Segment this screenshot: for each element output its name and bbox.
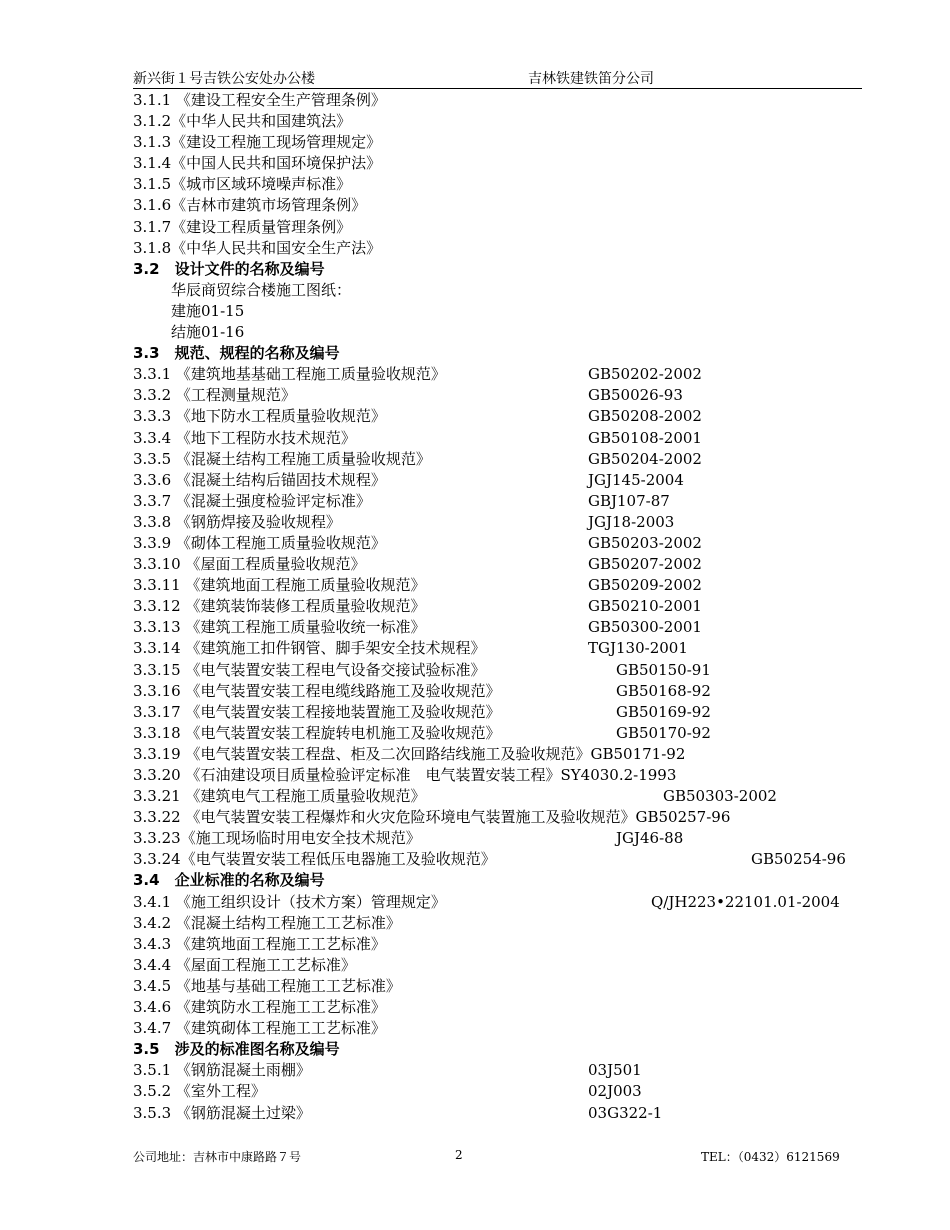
item-title: 3.3.19 《电气装置安装工程盘、柜及二次回路结线施工及验收规范》GB50171-92: [133, 744, 686, 763]
list-item: [133, 596, 873, 617]
item-title: 3.3.1 《建筑地基基础工程施工质量验收规范》: [133, 365, 446, 384]
item-title: 3.3.7 《混凝土强度检验评定标准》: [133, 491, 371, 510]
list-item: [133, 807, 873, 828]
item-title: 3.3.2 《工程测量规范》: [133, 386, 296, 405]
standard-code: GB50210-2001: [588, 597, 702, 616]
list-item: [133, 406, 873, 427]
list-item: [133, 765, 873, 786]
item-title: 3.3.16 《电气装置安装工程电缆线路施工及验收规范》: [133, 681, 501, 700]
item-title: 3.1.5《城市区域环境噪声标准》: [133, 175, 352, 194]
item-title: 3.3.22 《电气装置安装工程爆炸和火灾危险环境电气装置施工及验收规范》GB50257-96: [133, 808, 731, 827]
list-item: [133, 849, 873, 870]
item-title: 3.4.1 《施工组织设计（技术方案）管理规定》: [133, 892, 446, 911]
item-title: 3.3.4 《地下工程防水技术规范》: [133, 428, 356, 447]
item-title: 3.4.7 《建筑砌体工程施工工艺标准》: [133, 1019, 386, 1038]
item-title: 3.3.13 《建筑工程施工质量验收统一标准》: [133, 618, 426, 637]
list-item: [133, 617, 873, 638]
list-item: [133, 702, 873, 723]
standard-code: GB50169-92: [616, 702, 711, 721]
item-title: 结施01-16: [171, 323, 245, 342]
list-item: [133, 955, 873, 976]
list-item: [133, 554, 873, 575]
list-item: [133, 132, 873, 153]
standard-code: GB50203-2002: [588, 533, 702, 552]
item-title: 3.1.4《中国人民共和国环境保护法》: [133, 154, 382, 173]
item-title: 3.4 企业标准的名称及编号: [133, 871, 325, 890]
item-title: 3.3.12 《建筑装饰装修工程质量验收规范》: [133, 597, 426, 616]
list-item: [133, 280, 873, 301]
item-title: 3.1.7《建设工程质量管理条例》: [133, 217, 352, 236]
list-item: [133, 1081, 873, 1102]
item-title: 3.4.5 《地基与基础工程施工工艺标准》: [133, 976, 401, 995]
page-number: 2: [455, 1148, 463, 1162]
list-item: [133, 111, 873, 132]
item-title: 3.5.1 《钢筋混凝土雨棚》: [133, 1061, 311, 1080]
item-title: 华辰商贸综合楼施工图纸：: [171, 280, 352, 299]
item-title: 3.3.20 《石油建设项目质量检验评定标准 电气装置安装工程》SY4030.2-1993: [133, 766, 677, 784]
list-item: [133, 976, 873, 997]
item-title: 3.4.4 《屋面工程施工工艺标准》: [133, 955, 356, 974]
item-title: 3.3.18 《电气装置安装工程旋转电机施工及验收规范》: [133, 723, 501, 742]
header-project-name: 新兴街１号吉铁公安处办公楼: [133, 71, 315, 87]
list-item: [133, 1060, 873, 1081]
list-item: [133, 786, 873, 807]
standard-code: GB50207-2002: [588, 555, 702, 574]
list-item: [133, 913, 873, 934]
item-title: 3.1.8《中华人民共和国安全生产法》: [133, 238, 382, 257]
standard-code: GB50202-2002: [588, 365, 702, 384]
item-title: 3.4.3 《建筑地面工程施工工艺标准》: [133, 934, 386, 953]
list-item: [133, 660, 873, 681]
standard-code: JGJ145-2004: [588, 470, 684, 489]
standard-code: GB50209-2002: [588, 576, 702, 595]
item-title: 3.1.3《建设工程施工现场管理规定》: [133, 133, 382, 152]
item-title: 3.2 设计文件的名称及编号: [133, 259, 325, 278]
item-title: 3.1.2《中华人民共和国建筑法》: [133, 112, 352, 131]
footer-tel: TEL：（0432）6121569: [701, 1150, 840, 1164]
list-item: [133, 1018, 873, 1039]
item-title: 3.5.2 《室外工程》: [133, 1082, 266, 1101]
list-item: [133, 449, 873, 470]
list-item: [133, 723, 873, 744]
item-title: 建施01-15: [171, 301, 245, 320]
standard-code: GB50150-91: [616, 660, 711, 679]
standard-code: GB50026-93: [588, 386, 683, 405]
standard-code: 03J501: [588, 1061, 642, 1080]
list-item: [133, 934, 873, 955]
section-heading: [133, 1039, 873, 1060]
item-title: 3.3.21 《建筑电气工程施工质量验收规范》: [133, 787, 426, 806]
list-item: [133, 892, 873, 913]
list-item: [133, 428, 873, 449]
standard-code: GB50108-2001: [588, 428, 702, 447]
standard-code: GB50254-96: [751, 850, 846, 869]
list-item: [133, 997, 873, 1018]
item-title: 3.4.6 《建筑防水工程施工工艺标准》: [133, 998, 386, 1017]
standard-code: GB50208-2002: [588, 407, 702, 426]
list-item: [133, 533, 873, 554]
list-item: [133, 195, 873, 216]
standard-code: GB50170-92: [616, 723, 711, 742]
item-title: 3.3.17 《电气装置安装工程接地装置施工及验收规范》: [133, 702, 501, 721]
item-title: 3.3.10 《屋面工程质量验收规范》: [133, 555, 366, 574]
standard-code: GB50303-2002: [663, 787, 777, 806]
standard-code: Q/JH223•22101.01-2004: [651, 892, 840, 911]
list-item: [133, 575, 873, 596]
page-header: [133, 66, 862, 89]
list-item: [133, 470, 873, 491]
item-title: 3.4.2 《混凝土结构工程施工工艺标准》: [133, 913, 401, 932]
item-title: 3.3.5 《混凝土结构工程施工质量验收规范》: [133, 449, 431, 468]
standard-code: GB50204-2002: [588, 449, 702, 468]
standard-code: TGJ130-2001: [588, 639, 688, 658]
list-item: [133, 638, 873, 659]
list-item: [133, 217, 873, 238]
item-title: 3.3.14 《建筑施工扣件钢管、脚手架安全技术规程》: [133, 639, 486, 658]
list-item: [133, 364, 873, 385]
list-item: [133, 512, 873, 533]
standard-code: GBJ107-87: [588, 491, 670, 510]
list-item: [133, 1103, 873, 1124]
item-title: 3.3.24《电气装置安装工程低压电器施工及验收规范》: [133, 850, 496, 869]
list-item: [133, 744, 873, 765]
list-item: [133, 491, 873, 512]
standard-code: GB50300-2001: [588, 618, 702, 637]
list-item: [133, 828, 873, 849]
standard-code: GB50168-92: [616, 681, 711, 700]
list-item: [133, 174, 873, 195]
item-title: 3.3.8 《钢筋焊接及验收规程》: [133, 512, 341, 531]
list-item: [133, 153, 873, 174]
item-title: 3.3.15 《电气装置安装工程电气设备交接试验标准》: [133, 660, 486, 679]
item-title: 3.1.6《吉林市建筑市场管理条例》: [133, 196, 367, 215]
item-title: 3.3 规范、规程的名称及编号: [133, 344, 340, 363]
item-title: 3.3.23《施工现场临时用电安全技术规范》: [133, 829, 421, 848]
item-title: 3.5.3 《钢筋混凝土过梁》: [133, 1103, 311, 1122]
item-title: 3.3.3 《地下防水工程质量验收规范》: [133, 407, 386, 426]
list-item: [133, 681, 873, 702]
item-title: 3.3.9 《砌体工程施工质量验收规范》: [133, 533, 386, 552]
footer-address: 公司地址：吉林市中康路路７号: [133, 1150, 302, 1164]
standard-code: JGJ46-88: [616, 829, 684, 848]
list-item: [133, 301, 873, 322]
item-title: 3.1.1 《建设工程安全生产管理条例》: [133, 91, 386, 109]
standard-code: 02J003: [588, 1082, 642, 1101]
document-body: [133, 90, 873, 1124]
list-item: [133, 322, 873, 343]
item-title: 3.3.6 《混凝土结构后锚固技术规程》: [133, 470, 386, 489]
list-item: [133, 385, 873, 406]
list-item: [133, 90, 873, 111]
list-item: [133, 238, 873, 259]
standard-code: JGJ18-2003: [588, 512, 675, 531]
standard-code: 03G322-1: [588, 1103, 663, 1122]
header-company-name: 吉林铁建铁笛分公司: [528, 71, 654, 87]
item-title: 3.3.11 《建筑地面工程施工质量验收规范》: [133, 576, 426, 595]
section-heading: [133, 870, 873, 891]
item-title: 3.5 涉及的标准图名称及编号: [133, 1040, 340, 1059]
section-heading: [133, 343, 873, 364]
section-heading: [133, 259, 873, 280]
